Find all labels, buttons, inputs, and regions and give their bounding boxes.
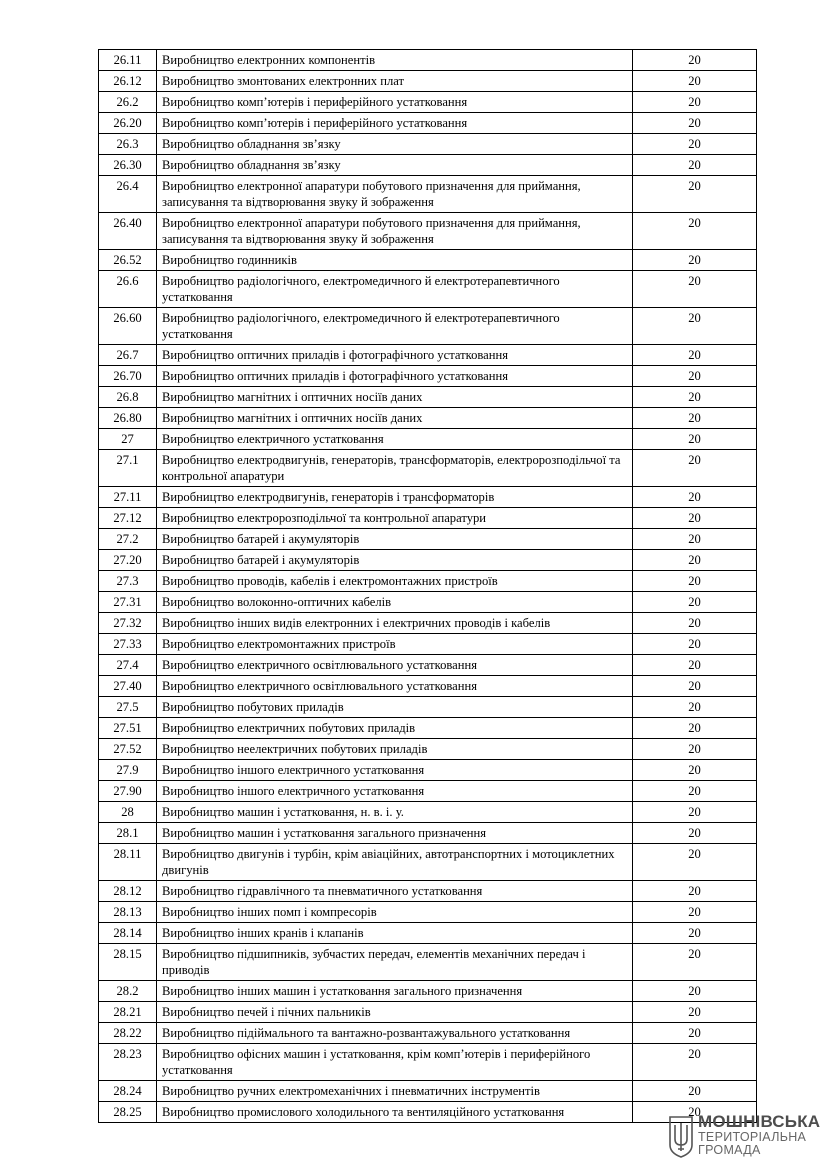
table-row — [99, 50, 757, 71]
row-rate: 20 — [633, 697, 757, 718]
table-row — [99, 155, 757, 176]
row-rate: 20 — [633, 450, 757, 487]
row-rate: 20 — [633, 881, 757, 902]
row-code: 26.8 — [99, 387, 157, 408]
table-row — [99, 1102, 757, 1123]
table-row — [99, 508, 757, 529]
row-code: 27.2 — [99, 529, 157, 550]
table-row — [99, 429, 757, 450]
row-rate: 20 — [633, 155, 757, 176]
row-description: Виробництво електричних побутових приладів — [157, 718, 633, 739]
row-description: Виробництво волоконно-оптичних кабелів — [157, 592, 633, 613]
row-code: 27.33 — [99, 634, 157, 655]
row-description: Виробництво офісних машин і устатковання, крім комп’ютерів і периферійного устатковання — [157, 1044, 633, 1081]
row-code: 28.25 — [99, 1102, 157, 1123]
row-rate: 20 — [633, 250, 757, 271]
row-description: Виробництво машин і устатковання, н. в. і. у. — [157, 802, 633, 823]
row-rate: 20 — [633, 613, 757, 634]
row-code: 27.31 — [99, 592, 157, 613]
row-code: 27.4 — [99, 655, 157, 676]
row-rate: 20 — [633, 1044, 757, 1081]
row-description: Виробництво інших помп і компресорів — [157, 902, 633, 923]
table-row — [99, 134, 757, 155]
table-row — [99, 345, 757, 366]
row-code: 26.70 — [99, 366, 157, 387]
row-description: Виробництво проводів, кабелів і електромонтажних пристроїв — [157, 571, 633, 592]
table-row — [99, 1002, 757, 1023]
activity-codes-table — [98, 49, 757, 1123]
row-description: Виробництво інших видів електронних і електричних проводів і кабелів — [157, 613, 633, 634]
logo-subtitle-2: ГРОМАДА — [698, 1143, 761, 1157]
row-code: 28.22 — [99, 1023, 157, 1044]
row-description: Виробництво інших машин і устатковання загального призначення — [157, 981, 633, 1002]
row-rate: 20 — [633, 1081, 757, 1102]
row-description: Виробництво іншого електричного устатковання — [157, 781, 633, 802]
table-row — [99, 739, 757, 760]
row-rate: 20 — [633, 739, 757, 760]
row-code: 26.3 — [99, 134, 157, 155]
table-row — [99, 676, 757, 697]
row-rate: 20 — [633, 844, 757, 881]
row-rate: 20 — [633, 134, 757, 155]
row-code: 28 — [99, 802, 157, 823]
row-code: 27 — [99, 429, 157, 450]
table-row — [99, 902, 757, 923]
row-description: Виробництво неелектричних побутових приладів — [157, 739, 633, 760]
row-rate: 20 — [633, 760, 757, 781]
row-description: Виробництво електричного устатковання — [157, 429, 633, 450]
table-row — [99, 366, 757, 387]
row-rate: 20 — [633, 981, 757, 1002]
row-description: Виробництво магнітних і оптичних носіїв даних — [157, 387, 633, 408]
row-rate: 20 — [633, 366, 757, 387]
row-rate: 20 — [633, 923, 757, 944]
table-row — [99, 1023, 757, 1044]
row-code: 28.21 — [99, 1002, 157, 1023]
row-code: 26.52 — [99, 250, 157, 271]
row-rate: 20 — [633, 1023, 757, 1044]
row-code: 27.51 — [99, 718, 157, 739]
row-rate: 20 — [633, 429, 757, 450]
row-description: Виробництво іншого електричного устатковання — [157, 760, 633, 781]
row-rate: 20 — [633, 592, 757, 613]
row-description: Виробництво комп’ютерів і периферійного устатковання — [157, 92, 633, 113]
table-row — [99, 655, 757, 676]
table-row — [99, 250, 757, 271]
row-description: Виробництво комп’ютерів і периферійного устатковання — [157, 113, 633, 134]
row-code: 27.5 — [99, 697, 157, 718]
row-code: 26.20 — [99, 113, 157, 134]
table-row — [99, 613, 757, 634]
row-code: 26.4 — [99, 176, 157, 213]
row-description: Виробництво двигунів і турбін, крім авіаційних, автотранспортних і мотоциклетних двигунів — [157, 844, 633, 881]
table-body — [99, 50, 757, 1123]
table-row — [99, 634, 757, 655]
row-description: Виробництво промислового холодильного та вентиляційного устатковання — [157, 1102, 633, 1123]
row-description: Виробництво печей і пічних пальників — [157, 1002, 633, 1023]
row-description: Виробництво оптичних приладів і фотографічного устатковання — [157, 345, 633, 366]
row-code: 26.7 — [99, 345, 157, 366]
table-row — [99, 981, 757, 1002]
row-code: 27.52 — [99, 739, 157, 760]
row-description: Виробництво підшипників, зубчастих передач, елементів механічних передач і приводів — [157, 944, 633, 981]
row-rate: 20 — [633, 634, 757, 655]
table-row — [99, 408, 757, 429]
row-rate: 20 — [633, 944, 757, 981]
row-rate: 20 — [633, 902, 757, 923]
row-description: Виробництво електричного освітлювального устатковання — [157, 676, 633, 697]
row-description: Виробництво електророзподільчої та контрольної апаратури — [157, 508, 633, 529]
table-row — [99, 760, 757, 781]
row-code: 27.3 — [99, 571, 157, 592]
row-description: Виробництво радіологічного, електромедичного й електротерапевтичного устатковання — [157, 308, 633, 345]
row-rate: 20 — [633, 1102, 757, 1123]
table-row — [99, 308, 757, 345]
table-row — [99, 550, 757, 571]
row-code: 28.14 — [99, 923, 157, 944]
table-row — [99, 1044, 757, 1081]
row-rate: 20 — [633, 823, 757, 844]
table-row — [99, 487, 757, 508]
row-description: Виробництво електродвигунів, генераторів і трансформаторів — [157, 487, 633, 508]
table-row — [99, 718, 757, 739]
row-code: 26.11 — [99, 50, 157, 71]
row-code: 26.12 — [99, 71, 157, 92]
table-row — [99, 802, 757, 823]
table-row — [99, 697, 757, 718]
row-rate: 20 — [633, 529, 757, 550]
table-row — [99, 71, 757, 92]
row-code: 28.12 — [99, 881, 157, 902]
row-rate: 20 — [633, 508, 757, 529]
row-code: 27.9 — [99, 760, 157, 781]
logo-title: МОШНІВСЬКА — [698, 1112, 821, 1131]
logo-subtitle-1: ТЕРИТОРІАЛЬНА — [698, 1130, 807, 1144]
row-description: Виробництво електронної апаратури побутового призначення для приймання, записування та відтворювання звуку й зображення — [157, 213, 633, 250]
row-code: 28.23 — [99, 1044, 157, 1081]
table-row — [99, 844, 757, 881]
table-row — [99, 176, 757, 213]
table-row — [99, 781, 757, 802]
row-rate: 20 — [633, 676, 757, 697]
row-rate: 20 — [633, 113, 757, 134]
row-description: Виробництво батарей і акумуляторів — [157, 529, 633, 550]
row-rate: 20 — [633, 550, 757, 571]
row-description: Виробництво магнітних і оптичних носіїв даних — [157, 408, 633, 429]
row-rate: 20 — [633, 50, 757, 71]
row-rate: 20 — [633, 1002, 757, 1023]
table-row — [99, 529, 757, 550]
row-description: Виробництво гідравлічного та пневматичного устатковання — [157, 881, 633, 902]
table-row — [99, 823, 757, 844]
row-rate: 20 — [633, 802, 757, 823]
row-rate: 20 — [633, 387, 757, 408]
row-description: Виробництво підіймального та вантажно-розвантажувального устатковання — [157, 1023, 633, 1044]
logo-text — [698, 1113, 820, 1157]
row-code: 28.1 — [99, 823, 157, 844]
row-code: 26.80 — [99, 408, 157, 429]
table-row — [99, 213, 757, 250]
row-rate: 20 — [633, 571, 757, 592]
table-row — [99, 923, 757, 944]
row-code: 26.6 — [99, 271, 157, 308]
row-code: 26.2 — [99, 92, 157, 113]
row-code: 27.12 — [99, 508, 157, 529]
row-code: 26.60 — [99, 308, 157, 345]
row-code: 27.1 — [99, 450, 157, 487]
row-description: Виробництво обладнання зв’язку — [157, 155, 633, 176]
row-code: 28.2 — [99, 981, 157, 1002]
table-row — [99, 271, 757, 308]
row-description: Виробництво електронної апаратури побутового призначення для приймання, записування та відтворювання звуку й зображення — [157, 176, 633, 213]
row-rate: 20 — [633, 213, 757, 250]
row-rate: 20 — [633, 345, 757, 366]
row-rate: 20 — [633, 308, 757, 345]
trident-emblem-icon — [668, 1115, 694, 1159]
row-code: 27.11 — [99, 487, 157, 508]
table-row — [99, 387, 757, 408]
row-description: Виробництво електричного освітлювального устатковання — [157, 655, 633, 676]
row-rate: 20 — [633, 408, 757, 429]
row-description: Виробництво оптичних приладів і фотографічного устатковання — [157, 366, 633, 387]
table-row — [99, 592, 757, 613]
row-rate: 20 — [633, 718, 757, 739]
row-description: Виробництво машин і устатковання загального призначення — [157, 823, 633, 844]
table-row — [99, 450, 757, 487]
row-description: Виробництво радіологічного, електромедичного й електротерапевтичного устатковання — [157, 271, 633, 308]
row-rate: 20 — [633, 487, 757, 508]
row-description: Виробництво змонтованих електронних плат — [157, 71, 633, 92]
row-rate: 20 — [633, 655, 757, 676]
row-description: Виробництво електромонтажних пристроїв — [157, 634, 633, 655]
row-rate: 20 — [633, 176, 757, 213]
row-code: 28.15 — [99, 944, 157, 981]
table-row — [99, 1081, 757, 1102]
row-rate: 20 — [633, 71, 757, 92]
row-code: 27.90 — [99, 781, 157, 802]
row-code: 27.40 — [99, 676, 157, 697]
row-code: 28.13 — [99, 902, 157, 923]
row-rate: 20 — [633, 781, 757, 802]
table-row — [99, 571, 757, 592]
row-description: Виробництво інших кранів і клапанів — [157, 923, 633, 944]
row-code: 26.30 — [99, 155, 157, 176]
row-description: Виробництво електродвигунів, генераторів, трансформаторів, електророзподільчої та контрольної апаратури — [157, 450, 633, 487]
row-description: Виробництво електронних компонентів — [157, 50, 633, 71]
table-row — [99, 944, 757, 981]
row-description: Виробництво ручних електромеханічних і пневматичних інструментів — [157, 1081, 633, 1102]
row-code: 27.20 — [99, 550, 157, 571]
row-code: 28.24 — [99, 1081, 157, 1102]
row-code: 26.40 — [99, 213, 157, 250]
row-description: Виробництво обладнання зв’язку — [157, 134, 633, 155]
table-row — [99, 113, 757, 134]
row-rate: 20 — [633, 271, 757, 308]
row-code: 28.11 — [99, 844, 157, 881]
row-rate: 20 — [633, 92, 757, 113]
row-description: Виробництво побутових приладів — [157, 697, 633, 718]
table-row — [99, 881, 757, 902]
row-code: 27.32 — [99, 613, 157, 634]
row-description: Виробництво годинників — [157, 250, 633, 271]
document-page — [98, 49, 756, 1123]
row-description: Виробництво батарей і акумуляторів — [157, 550, 633, 571]
table-row — [99, 92, 757, 113]
